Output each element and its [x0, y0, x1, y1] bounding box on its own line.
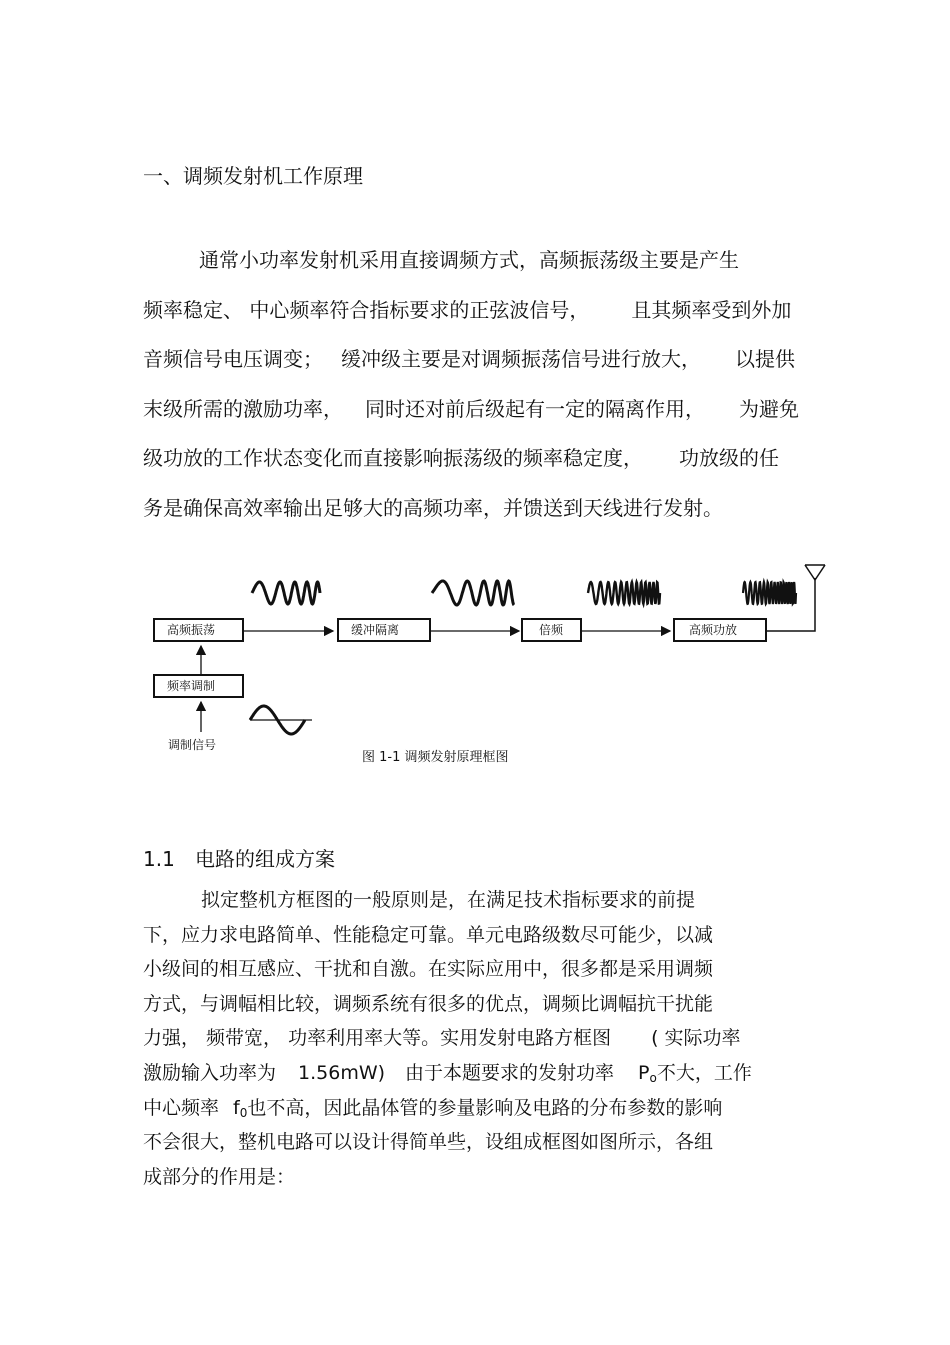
intro-paragraph	[143, 236, 823, 533]
fm-transmitter-block-diagram	[140, 560, 840, 780]
text-span: ( 实际功率	[651, 1027, 741, 1050]
text-span: 不大，工作	[656, 1061, 752, 1084]
text-line	[143, 1056, 823, 1091]
text-span: 级功放的工作状态变化而直接影响振荡级的频率稳定度，	[143, 446, 643, 470]
text-line	[143, 434, 823, 484]
text-line	[143, 987, 823, 1022]
section-title: 电路的组成方案	[195, 847, 335, 871]
text-span: P	[638, 1061, 650, 1084]
text-span: 功放级的任	[679, 446, 779, 470]
text-line	[143, 1160, 823, 1195]
page-heading: 一、调频发射机工作原理	[143, 164, 363, 188]
text-line	[143, 1021, 823, 1056]
text-span: f	[233, 1096, 240, 1119]
input-signal-label: 调制信号	[168, 738, 217, 752]
text-span: 方式，与调幅相比较，调频系统有很多的优点，调频比调幅抗干扰能	[143, 992, 714, 1015]
text-line	[143, 335, 823, 385]
text-span: 中心频率	[143, 1096, 220, 1119]
text-line	[143, 883, 823, 918]
text-span: 小级间的相互感应、干扰和自激。在实际应用中，很多都是采用调频	[143, 958, 714, 981]
fm-waveform-2	[432, 581, 514, 605]
text-span: 力强， 频带宽， 功率利用率大等。实用发射电路方框图	[143, 1027, 612, 1050]
text-span: 务是确保高效率输出足够大的高频功率，并馈送到天线进行发射。	[143, 495, 723, 520]
figure-caption: 图 1-1 调频发射原理框图	[362, 750, 509, 765]
text-span: 拟定整机方框图的一般原则是，在满足技术指标要求的前提	[201, 889, 696, 911]
block-frequency-modulator: 频率调制	[153, 674, 244, 698]
text-line	[143, 484, 823, 534]
text-line	[143, 952, 823, 987]
block-multiplier: 倍频	[521, 618, 582, 642]
text-span: 由于本题要求的发射功率	[405, 1061, 615, 1084]
text-span: 以提供	[735, 347, 795, 371]
text-span: 音频信号电压调变；	[143, 347, 323, 371]
fm-waveform-3	[588, 582, 660, 604]
text-span: 也不高，因此晶体管的参量影响及电路的分布参数的影响	[247, 1096, 723, 1119]
text-line	[143, 286, 823, 336]
text-span: 频率稳定、 中心频率符合指标要求的正弦波信号，	[143, 297, 590, 322]
text-span: 1.56mW)	[298, 1061, 386, 1084]
section-number: 1.1	[143, 847, 175, 871]
subscript: o	[649, 1070, 657, 1085]
antenna-icon	[805, 565, 825, 580]
text-span: 成部分的作用是：	[143, 1165, 296, 1188]
text-line	[143, 918, 823, 953]
design-paragraph	[143, 883, 823, 1194]
text-line	[143, 1125, 823, 1160]
block-power-amplifier: 高频功放	[673, 618, 767, 642]
text-span: 为避免	[739, 396, 799, 421]
text-line	[143, 1091, 823, 1126]
subscript: 0	[239, 1105, 248, 1120]
section-heading	[143, 843, 335, 872]
text-line	[143, 385, 823, 435]
text-span: 同时还对前后级起有一定的隔离作用，	[365, 396, 705, 421]
text-span: 缓冲级主要是对调频振荡信号进行放大，	[341, 347, 701, 371]
fm-waveform-4	[743, 582, 796, 604]
text-span: 末级所需的激励功率，	[143, 396, 343, 421]
text-line	[143, 236, 823, 286]
text-span: 不会很大，整机电路可以设计得简单些，设组成框图如图所示，各组	[143, 1131, 714, 1154]
text-span: 通常小功率发射机采用直接调频方式，高频振荡级主要是产生	[199, 248, 739, 272]
fm-waveform-1	[252, 582, 320, 604]
block-buffer: 缓冲隔离	[337, 618, 431, 642]
block-oscillator: 高频振荡	[153, 618, 244, 642]
text-span: 下，应力求电路简单、性能稳定可靠。单元电路级数尽可能少，以减	[143, 923, 714, 946]
text-span: 激励输入功率为	[143, 1061, 277, 1084]
text-span: 且其频率受到外加	[631, 297, 792, 322]
